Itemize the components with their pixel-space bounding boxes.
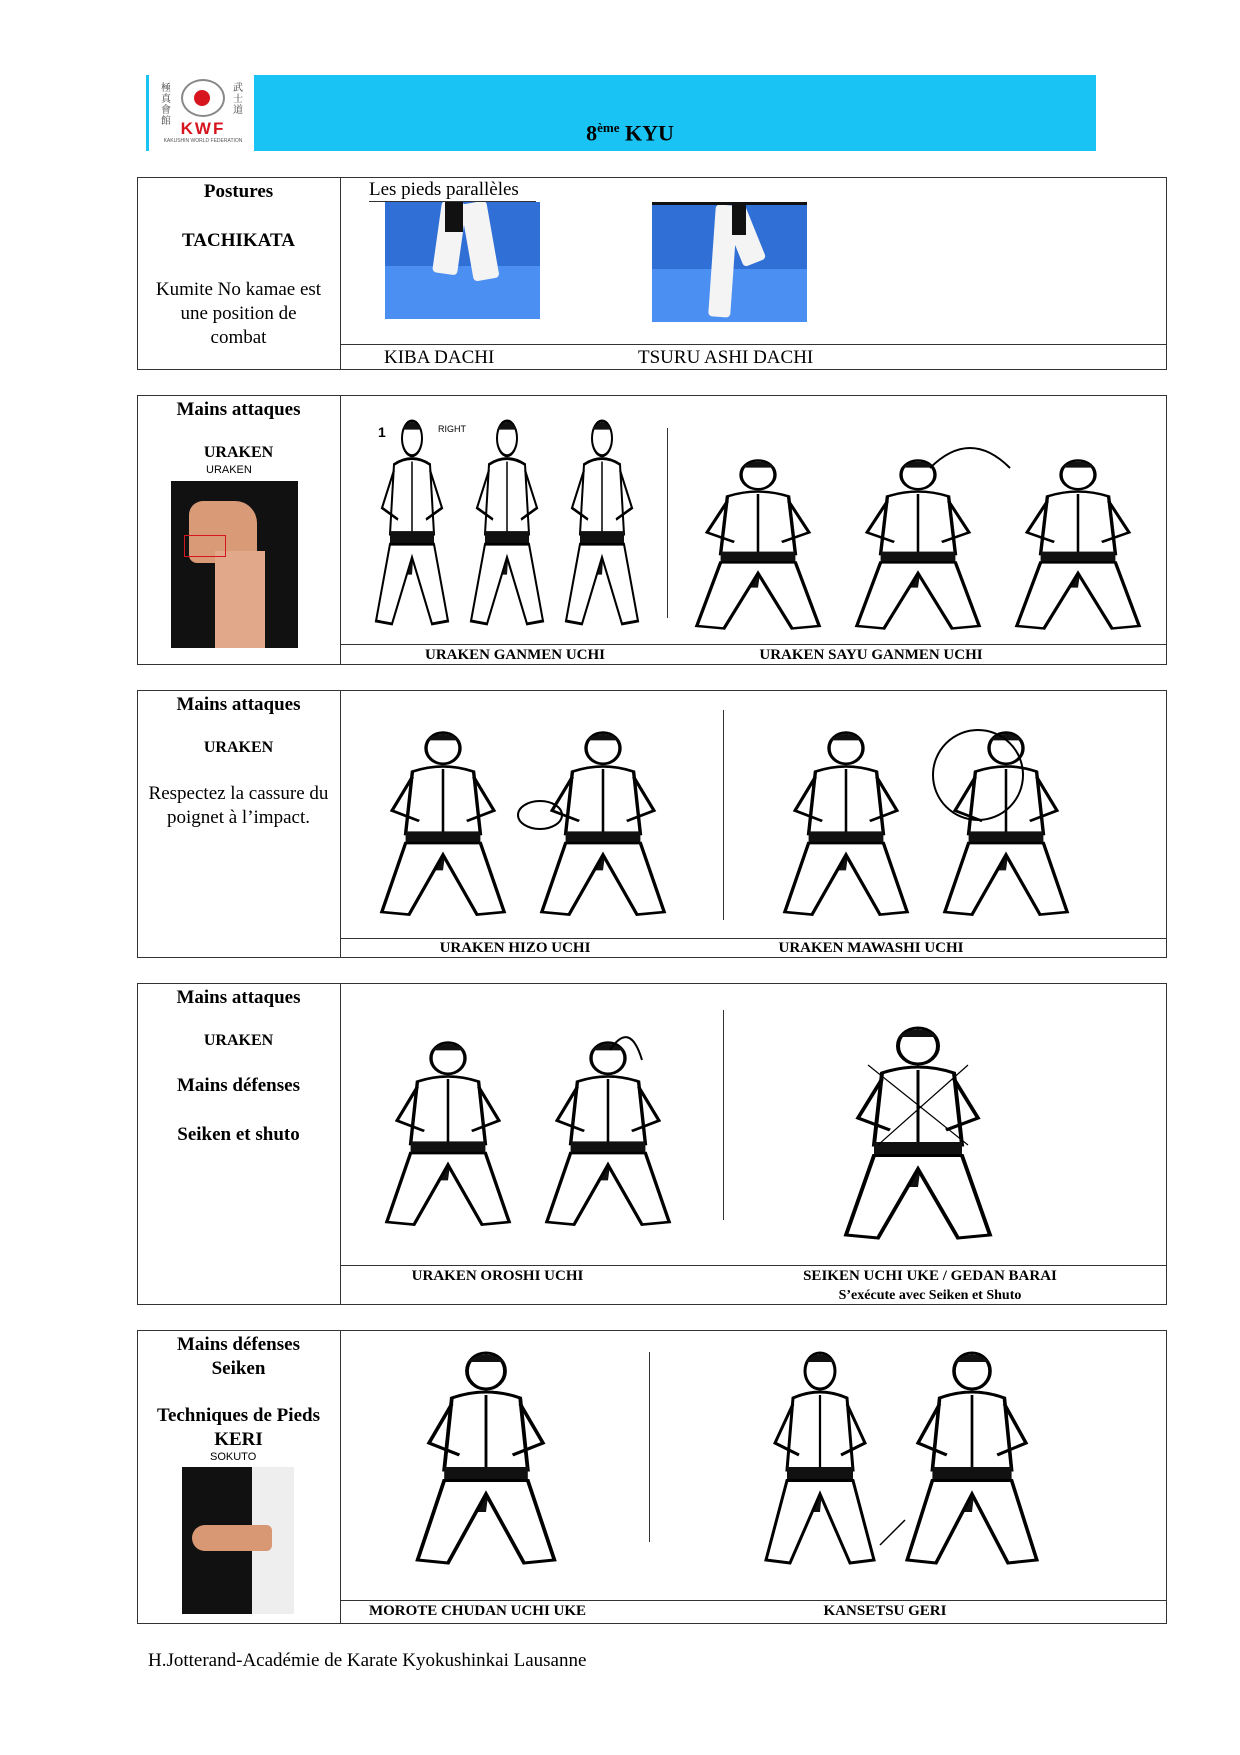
- logo-text: KWF: [180, 119, 226, 138]
- caption-morote-chudan-uchi-uke: MOROTE CHUDAN UCHI UKE: [368, 1603, 587, 1619]
- caption-uraken-ganmen-uchi: URAKEN GANMEN UCHI: [425, 647, 605, 663]
- grade-sup: ème: [597, 120, 620, 135]
- caption-kansetsu-geri: KANSETSU GERI: [823, 1603, 947, 1619]
- section5-title: Mains défenses Seiken: [177, 1334, 300, 1379]
- section4-title2: Mains défenses: [177, 1075, 300, 1096]
- section2-caption-line: [340, 644, 1167, 645]
- fig-label: RIGHT: [438, 424, 466, 434]
- section1-top-note: Les pieds parallèles: [369, 179, 519, 200]
- section5-figure-separator: [649, 1352, 650, 1542]
- caption-tsuru-ashi-dachi: TSURU ASHI DACHI: [638, 347, 814, 368]
- logo-calligraphy-right: 武士道: [233, 83, 243, 116]
- section4-title: Mains attaques: [176, 987, 301, 1008]
- caption-uraken-hizo-uchi: URAKEN HIZO UCHI: [439, 940, 591, 956]
- section3-divider: [340, 690, 341, 958]
- kiba-dachi-photo: [385, 202, 540, 319]
- section5-divider: [340, 1330, 341, 1624]
- seiken-uchi-uke-figure: [838, 1025, 1008, 1245]
- uraken-sayu-figures: [690, 438, 1160, 638]
- sokuto-photo-label: SOKUTO: [210, 1451, 257, 1463]
- uraken-hizo-figures: [375, 725, 695, 925]
- tsuru-ashi-dachi-photo: [652, 202, 807, 322]
- caption-uraken-sayu-ganmen-uchi: URAKEN SAYU GANMEN UCHI: [759, 647, 983, 663]
- section3-title: Mains attaques: [176, 694, 301, 715]
- section4-subtitle: URAKEN: [203, 1032, 274, 1049]
- section1-caption-line: [340, 344, 1167, 345]
- section2-title: Mains attaques: [176, 399, 301, 420]
- section1-note: Kumite No kamae est une position de combat: [155, 279, 322, 348]
- uraken-fist-photo: [171, 481, 298, 648]
- kansetsu-geri-figures: [760, 1350, 1050, 1570]
- section2-figure-separator: [667, 428, 668, 618]
- section1-divider: [340, 177, 341, 370]
- caption-seiken-uchi-uke: SEIKEN UCHI UKE / GEDAN BARAI: [803, 1268, 1057, 1284]
- section3-caption-line: [340, 938, 1167, 939]
- caption-uraken-mawashi-uchi: URAKEN MAWASHI UCHI: [778, 940, 964, 956]
- logo-emblem-icon: [181, 79, 225, 117]
- section4-subtitle2: Seiken et shuto: [177, 1124, 300, 1145]
- sokuto-foot-photo: [182, 1467, 294, 1614]
- section4-caption-line: [340, 1265, 1167, 1266]
- section3-subtitle: URAKEN: [203, 739, 274, 756]
- uraken-oroshi-figures: [380, 1030, 700, 1235]
- uraken-photo-label: URAKEN: [206, 464, 252, 476]
- section1-subtitle: TACHIKATA: [182, 230, 295, 251]
- section3-figure-separator: [723, 710, 724, 920]
- fig-number: 1: [378, 424, 386, 440]
- kwf-logo: [146, 75, 254, 151]
- logo-subtext: KAKUSHIN WORLD FEDERATION: [163, 138, 243, 144]
- section3-note: Respectez la cassure du poignet à l’impact.: [148, 783, 329, 828]
- caption-kiba-dachi: KIBA DACHI: [384, 347, 495, 368]
- section4-figure-separator: [723, 1010, 724, 1220]
- section2-subtitle: URAKEN: [203, 444, 274, 461]
- section2-divider: [340, 395, 341, 665]
- morote-chudan-figure: [410, 1350, 580, 1570]
- section4-divider: [340, 983, 341, 1305]
- grade-label: KYU: [624, 120, 674, 146]
- uraken-ganmen-figures: [372, 418, 652, 638]
- section1-title: Postures: [203, 181, 274, 202]
- uraken-mawashi-figures: [778, 725, 1098, 925]
- logo-calligraphy-left: 極真會館: [161, 83, 171, 127]
- footer-text: H.Jotterand-Académie de Karate Kyokushinkai Lausanne: [148, 1650, 587, 1671]
- grade-number: 8: [586, 120, 598, 146]
- section5-subtitle: Techniques de Pieds KERI: [157, 1405, 320, 1450]
- section5-caption-line: [340, 1600, 1167, 1601]
- caption-uraken-oroshi-uchi: URAKEN OROSHI UCHI: [411, 1268, 584, 1284]
- grade-title: [480, 120, 780, 146]
- caption-seiken-note: S’exécute avec Seiken et Shuto: [838, 1288, 1022, 1303]
